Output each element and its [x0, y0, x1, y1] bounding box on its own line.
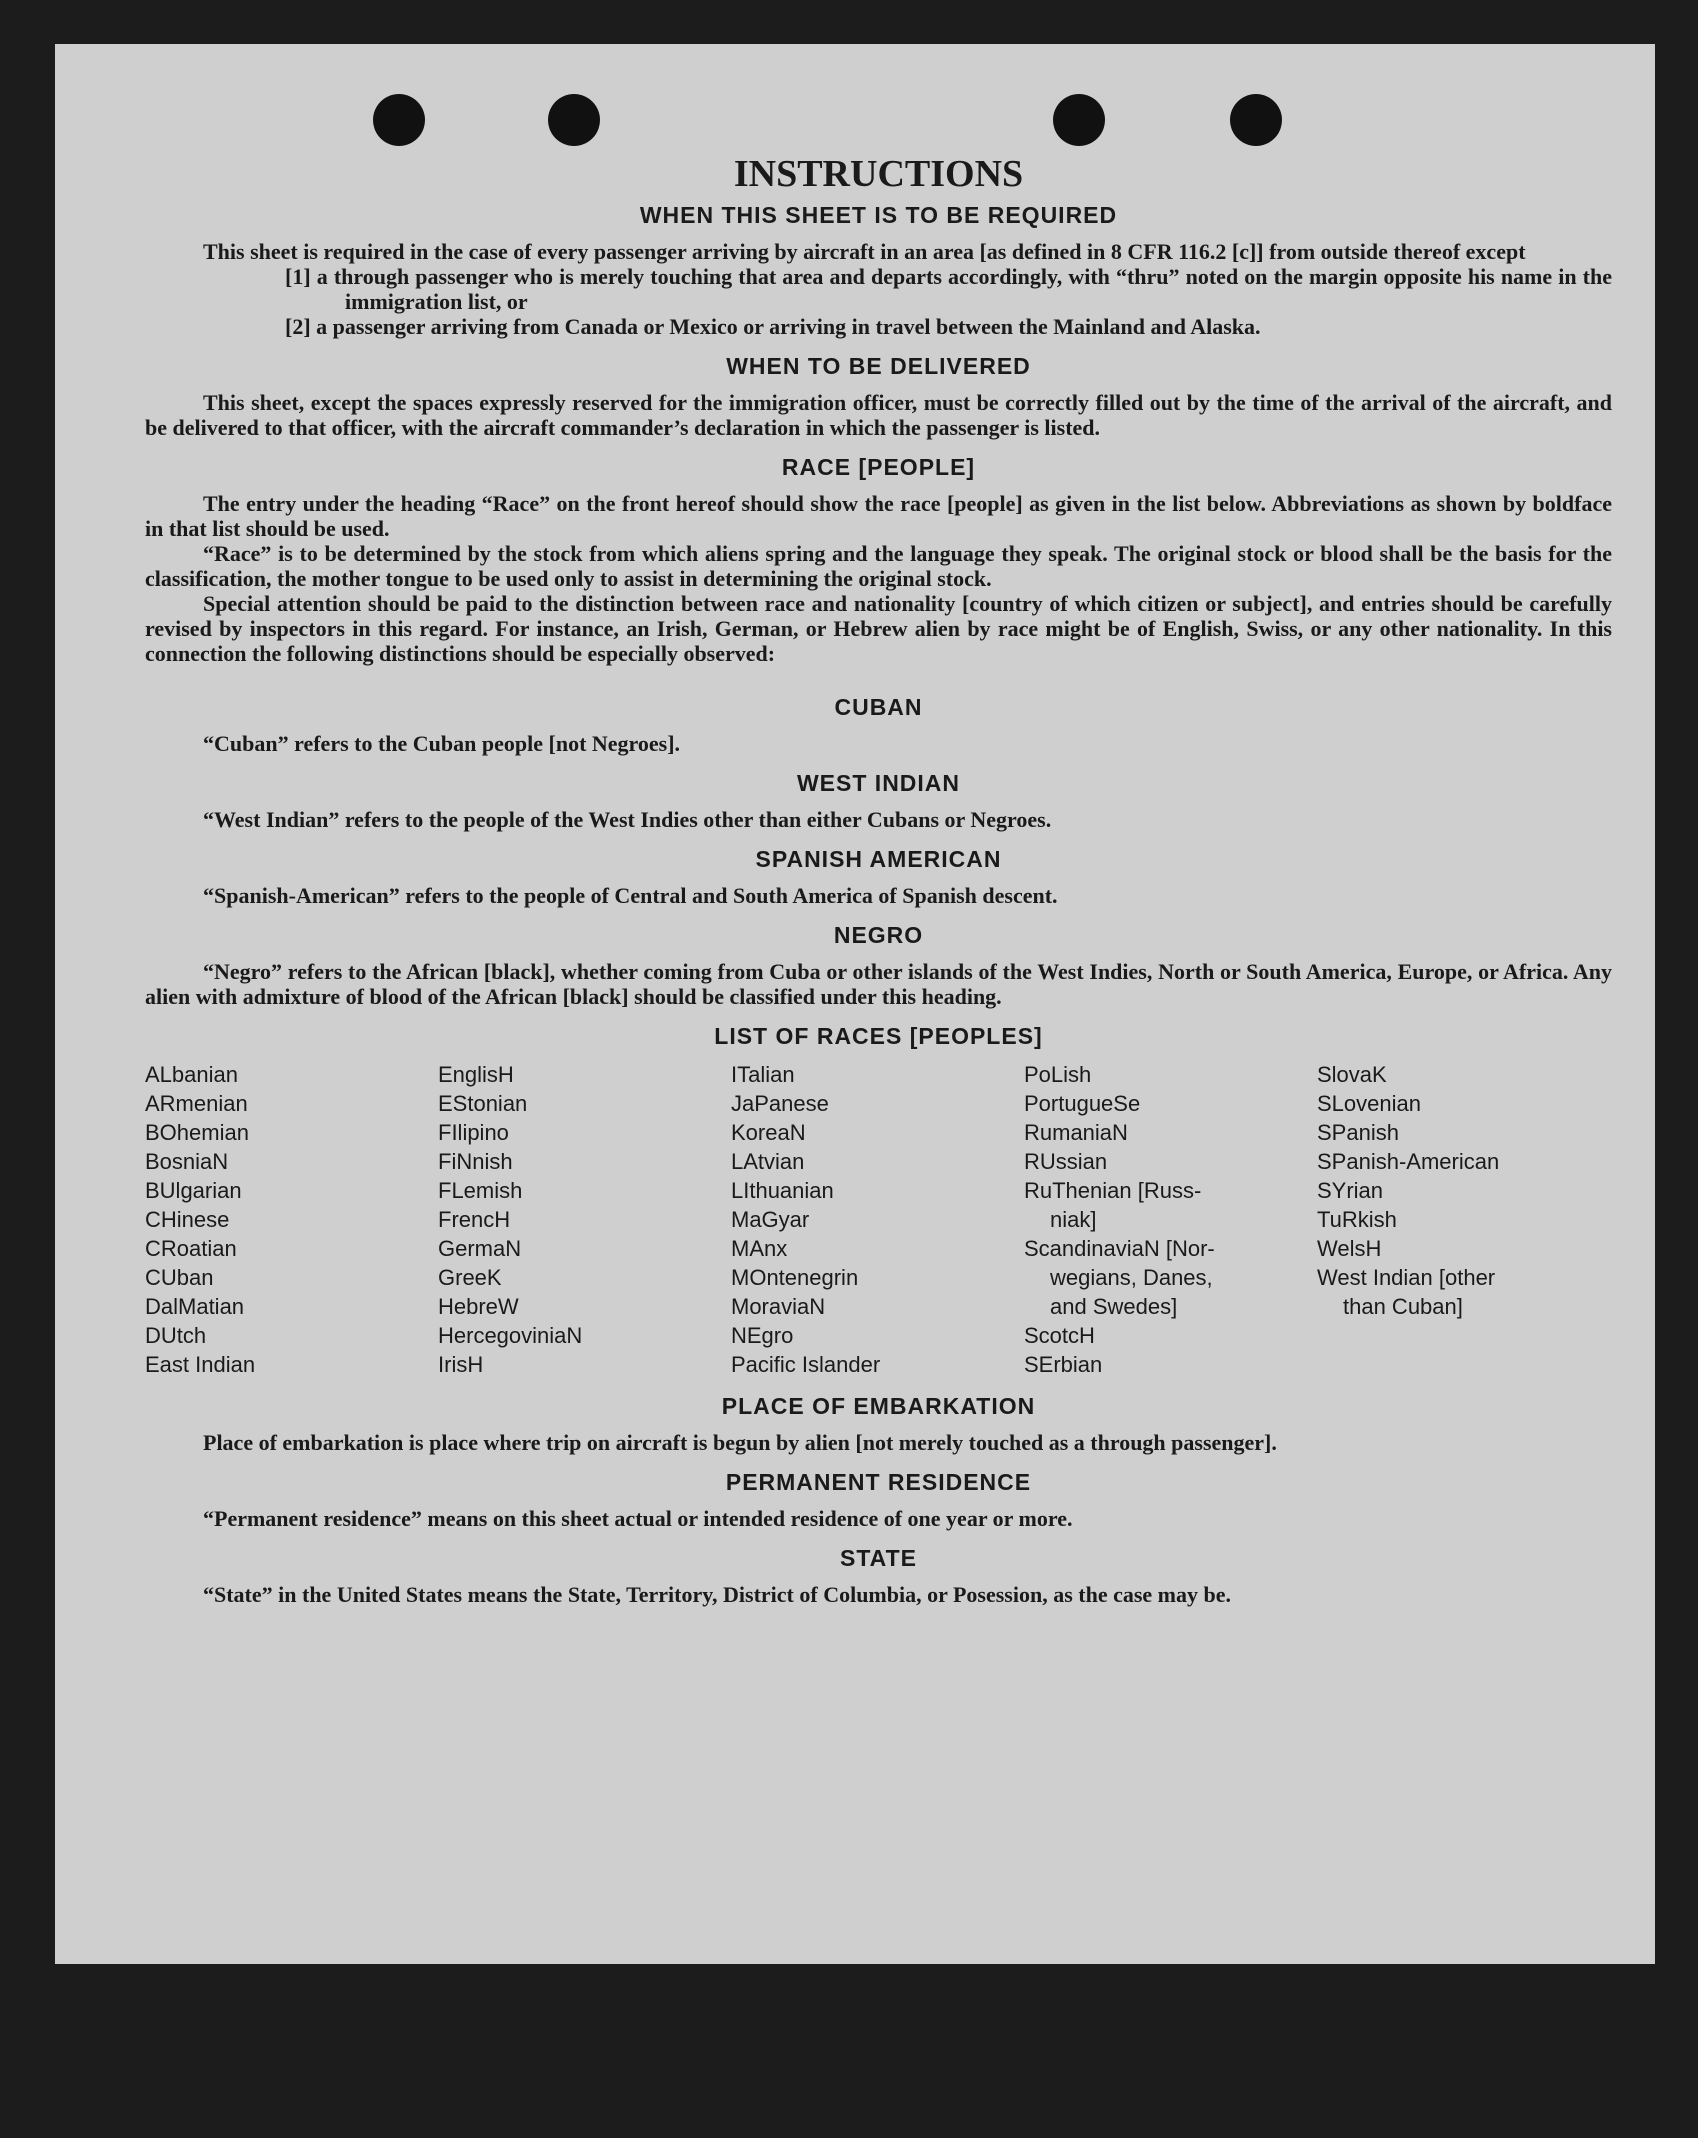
race-entry: MoraviaN	[731, 1294, 826, 1319]
paragraph: Special attention should be paid to the distinction between race and nationality [country of which citizen or subject], and entries should be carefully revised by inspectors in this regard. For instance, an Irish, German, or Hebrew alien by race might be of English, Swiss, or any other nationality. In this connection the following distinctions should be especially observed:	[145, 591, 1612, 666]
race-entry: than Cuban]	[1343, 1294, 1463, 1319]
race-entry: FrencH	[438, 1207, 511, 1232]
list-item: [2] a passenger arriving from Canada or Mexico or arriving in travel between the Mainland and Alaska.	[285, 314, 1261, 339]
section-negro	[145, 922, 1612, 1009]
paragraph: “Spanish-American” refers to the people of Central and South America of Spanish descent.	[203, 883, 1058, 908]
race-column	[145, 1060, 438, 1379]
section-state	[145, 1545, 1612, 1607]
race-entry: EnglisH	[438, 1062, 514, 1087]
punch-hole	[548, 94, 600, 146]
heading: WEST INDIAN	[796, 770, 961, 796]
paragraph: This sheet, except the spaces expressly reserved for the immigration officer, must be correctly filled out by the time of the arrival of the aircraft, and be delivered to that officer, with the aircraft commander’s declaration in which the passenger is listed.	[145, 390, 1612, 440]
heading: NEGRO	[833, 922, 924, 948]
race-entry: ITalian	[731, 1062, 795, 1087]
heading: PLACE OF EMBARKATION	[721, 1393, 1036, 1419]
race-entry: ARmenian	[145, 1091, 248, 1116]
race-entry: GermaN	[438, 1236, 522, 1261]
race-entry: PortugueSe	[1024, 1091, 1141, 1116]
heading: WHEN TO BE DELIVERED	[726, 353, 1031, 379]
paragraph: “West Indian” refers to the people of the West Indies other than either Cubans or Negroes.	[203, 807, 1052, 832]
race-column	[1024, 1060, 1317, 1379]
section-race	[145, 454, 1612, 666]
section-west-indian	[145, 770, 1612, 832]
section-delivered	[145, 353, 1612, 440]
race-column	[1317, 1060, 1610, 1379]
heading: PERMANENT RESIDENCE	[725, 1469, 1032, 1495]
heading: SPANISH AMERICAN	[755, 846, 1002, 872]
paragraph: Place of embarkation is place where trip on aircraft is begun by alien [not merely touched as a through passenger].	[203, 1430, 1277, 1455]
race-entry: EStonian	[438, 1091, 528, 1116]
race-entry: ALbanian	[145, 1062, 238, 1087]
race-entry: SPanish	[1317, 1120, 1399, 1145]
race-entry: CRoatian	[145, 1236, 237, 1261]
section-required	[145, 202, 1612, 339]
race-entry: SErbian	[1024, 1352, 1103, 1377]
race-entry: DalMatian	[145, 1294, 245, 1319]
section-list	[145, 1023, 1612, 1379]
punch-hole	[1053, 94, 1105, 146]
race-entry: BUlgarian	[145, 1178, 242, 1203]
race-entry: SlovaK	[1317, 1062, 1387, 1087]
punch-hole	[373, 94, 425, 146]
race-entry: SYrian	[1317, 1178, 1384, 1203]
race-entry: LAtvian	[731, 1149, 805, 1174]
race-entry: ScotcH	[1024, 1323, 1095, 1348]
race-entry: MOntenegrin	[731, 1265, 859, 1290]
race-entry: KoreaN	[731, 1120, 806, 1145]
page-title: INSTRUCTIONS	[733, 153, 1024, 195]
paragraph: The entry under the heading “Race” on the front hereof should show the race [people] as given in the list below. Abbreviations as shown by boldface in that list should be used.	[145, 491, 1612, 541]
heading: STATE	[840, 1545, 917, 1571]
paragraph: This sheet is required in the case of every passenger arriving by aircraft in an area [as defined in 8 CFR 116.2 [c]] from outside thereof except	[203, 239, 1526, 264]
race-entry: CHinese	[145, 1207, 230, 1232]
section-residence	[145, 1469, 1612, 1531]
race-entry: PoLish	[1024, 1062, 1092, 1087]
paragraph: “Permanent residence” means on this sheet actual or intended residence of one year or more.	[203, 1506, 1073, 1531]
race-entry: BosniaN	[145, 1149, 229, 1174]
race-entry: FiNnish	[438, 1149, 513, 1174]
race-entry: niak]	[1050, 1207, 1097, 1232]
race-entry: RuThenian [Russ-	[1024, 1178, 1202, 1203]
race-entry: MaGyar	[731, 1207, 810, 1232]
race-entry: FLemish	[438, 1178, 523, 1203]
race-column	[438, 1060, 731, 1379]
race-entry: SPanish-American	[1317, 1149, 1500, 1174]
heading: LIST OF RACES [PEOPLES]	[714, 1023, 1043, 1049]
race-entry: LIthuanian	[731, 1178, 834, 1203]
race-entry: BOhemian	[145, 1120, 249, 1145]
heading: CUBAN	[834, 694, 923, 720]
paragraph: “State” in the United States means the State, Territory, District of Columbia, or Posession, as the case may be.	[203, 1582, 1232, 1607]
document-body	[145, 152, 1612, 1607]
race-entry: GreeK	[438, 1265, 502, 1290]
heading: WHEN THIS SHEET IS TO BE REQUIRED	[639, 202, 1118, 228]
list-item: [1] a through passenger who is merely touching that area and departs accordingly, with “thru” noted on the margin opposite his name in the immigration list, or	[285, 264, 1612, 314]
section-embarkation	[145, 1393, 1612, 1455]
paragraph: “Race” is to be determined by the stock from which aliens spring and the language they speak. The original stock or blood shall be the basis for the classification, the mother tongue to be used only to assist in determining the original stock.	[145, 541, 1612, 591]
race-entry: CUban	[145, 1265, 214, 1290]
race-entry: and Swedes]	[1050, 1294, 1178, 1319]
race-entry: NEgro	[731, 1323, 794, 1348]
race-entry: DUtch	[145, 1323, 207, 1348]
race-entry: HebreW	[438, 1294, 519, 1319]
race-list	[145, 1060, 1612, 1379]
race-entry: IrisH	[438, 1352, 484, 1377]
paragraph: “Negro” refers to the African [black], whether coming from Cuba or other islands of the West Indies, North or South America, Europe, or Africa. Any alien with admixture of blood of the African [black] should be classified under this heading.	[145, 959, 1612, 1009]
race-entry: West Indian [other	[1317, 1265, 1496, 1290]
race-entry: wegians, Danes,	[1050, 1265, 1213, 1290]
race-entry: RUssian	[1024, 1149, 1108, 1174]
section-spanish-american	[145, 846, 1612, 908]
race-entry: FIlipino	[438, 1120, 509, 1145]
race-entry: ScandinaviaN [Nor-	[1024, 1236, 1215, 1261]
race-entry: HercegoviniaN	[438, 1323, 583, 1348]
race-entry: TuRkish	[1317, 1207, 1397, 1232]
paragraph: “Cuban” refers to the Cuban people [not Negroes].	[203, 731, 681, 756]
race-entry: SLovenian	[1317, 1091, 1421, 1116]
punch-hole	[1230, 94, 1282, 146]
race-entry: WelsH	[1317, 1236, 1382, 1261]
race-entry: RumaniaN	[1024, 1120, 1128, 1145]
document-page	[55, 44, 1655, 1964]
race-entry: East Indian	[145, 1352, 256, 1377]
race-column	[731, 1060, 1024, 1379]
heading: RACE [PEOPLE]	[781, 454, 976, 480]
race-entry: MAnx	[731, 1236, 788, 1261]
race-entry: Pacific Islander	[731, 1352, 881, 1377]
section-cuban	[145, 694, 1612, 756]
race-entry: JaPanese	[731, 1091, 829, 1116]
